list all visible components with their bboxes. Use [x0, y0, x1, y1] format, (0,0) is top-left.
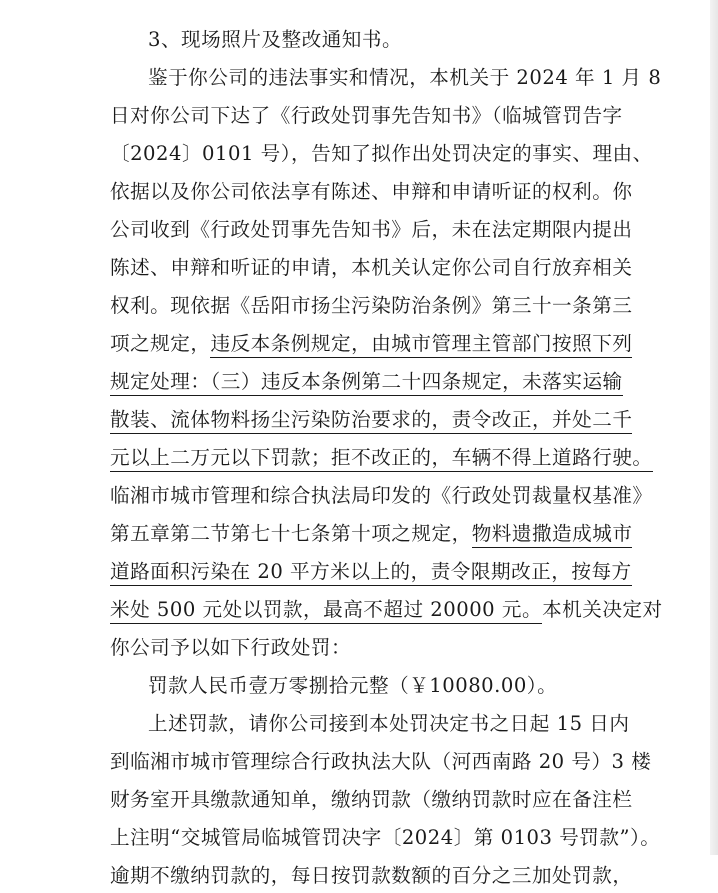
- text-line: [110, 99, 623, 133]
- text-line: [110, 555, 632, 589]
- underlined-text-segment: 元以上二万元以下罚款；拒不改正的，车辆不得上道路行驶。: [110, 446, 653, 472]
- text-line: [148, 61, 661, 95]
- text-line: [110, 175, 632, 209]
- text-segment: 3、现场照片及整改通知书。: [148, 28, 403, 51]
- text-line: [110, 441, 653, 475]
- text-line: [110, 365, 623, 399]
- underlined-text-segment: 道路面积污染在 20 平方米以上的，责令限期改正，按每方: [110, 560, 632, 586]
- text-segment: 〔2024〕0101 号），告知了拟作出处罚决定的事实、理由、: [110, 142, 653, 165]
- text-segment: 日对你公司下达了《行政处罚事先告知书》（临城管罚告字: [110, 104, 623, 127]
- text-segment: 到临湘市城市管理综合行政执法大队（河西南路 20 号）3 楼: [110, 750, 652, 773]
- text-line: [110, 251, 632, 285]
- text-segment: 鉴于你公司的违法事实和情况，本机关于 2024 年 1 月 8: [148, 66, 662, 89]
- text-line: [110, 631, 351, 665]
- text-segment: 陈述、申辩和听证的申请，本机关认定你公司自行放弃相关: [110, 256, 633, 279]
- text-segment: 公司收到《行政处罚事先告知书》后，未在法定期限内提出: [110, 218, 633, 241]
- text-line: [110, 213, 632, 247]
- text-line: [110, 137, 653, 171]
- text-line: [148, 23, 402, 57]
- text-line: [110, 745, 651, 779]
- text-segment: 临湘市城市管理和综合执法局印发的《行政处罚裁量权基准》: [110, 484, 653, 507]
- underlined-text-segment: 物料遗撒造成城市: [472, 522, 633, 548]
- text-segment: 财务室开具缴款通知单，缴纳罚款（缴纳罚款时应在备注栏: [110, 788, 633, 811]
- text-line: [110, 479, 653, 513]
- text-segment: 依据以及你公司依法享有陈述、申辩和申请听证的权利。你: [110, 180, 633, 203]
- text-segment: 逾期不缴纳罚款的，每日按罚款数额的百分之三加处罚款，: [110, 864, 633, 887]
- text-segment: 上注明“交城管局临城管罚决字〔2024〕第 0103 号罚款”）。: [110, 826, 661, 849]
- text-line: [110, 517, 632, 551]
- underlined-text-segment: 违反本条例规定，由城市管理主管部门按照下列: [210, 332, 632, 358]
- underlined-text-segment: 米处 500 元处以罚款，最高不超过 20000 元。: [110, 598, 542, 624]
- text-line: [148, 707, 629, 741]
- text-segment: 项之规定，: [110, 332, 211, 355]
- text-line: [110, 859, 632, 893]
- text-line: [110, 821, 660, 855]
- text-line: [110, 783, 632, 817]
- text-segment: 你公司予以如下行政处罚：: [110, 636, 352, 659]
- text-segment: 上述罚款，请你公司接到本处罚决定书之日起 15 日内: [148, 712, 630, 735]
- text-segment: 权利。现依据《岳阳市扬尘污染防治条例》第三十一条第三: [110, 294, 633, 317]
- text-line: [110, 327, 632, 361]
- text-segment: 第五章第二节第七十七条第十项之规定，: [110, 522, 472, 545]
- text-line: [110, 403, 632, 437]
- underlined-text-segment: 规定处理：（三）违反本条例第二十四条规定，未落实运输: [110, 370, 623, 396]
- text-segment: 本机关决定对: [542, 598, 663, 621]
- underlined-text-segment: 散装、流体物料扬尘污染防治要求的，责令改正，并处二千: [110, 408, 632, 434]
- page-edge-shadow: [710, 0, 718, 855]
- text-line: [110, 593, 663, 627]
- text-segment: 罚款人民币壹万零捌拾元整（￥10080.00）。: [148, 674, 558, 697]
- text-line: [110, 289, 632, 323]
- text-line: [148, 669, 557, 703]
